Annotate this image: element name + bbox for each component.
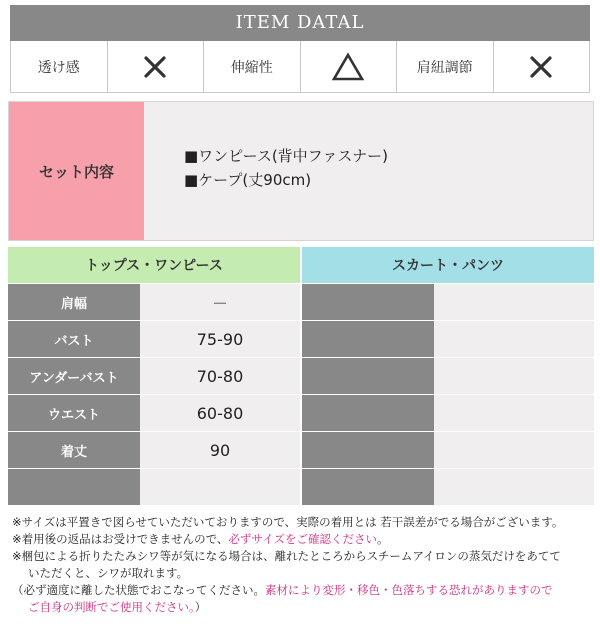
row-label-waist: ウエスト bbox=[8, 395, 140, 431]
row-value-empty bbox=[140, 469, 300, 505]
skirt-row-label bbox=[302, 469, 434, 505]
set-item-cape: ■ケープ(丈90cm) bbox=[184, 171, 312, 189]
size-notes bbox=[12, 514, 597, 616]
table-row bbox=[8, 432, 594, 468]
size-table bbox=[8, 247, 594, 505]
triangle-icon bbox=[301, 41, 398, 92]
skirt-pants-header: スカート・パンツ bbox=[302, 247, 594, 283]
table-row bbox=[8, 395, 594, 431]
skirt-row-value bbox=[434, 395, 594, 431]
note-line: ※梱包による折りたたみシワ等が気になる場合は、離れたところからスチームアイロンの蒸気だけをあてて bbox=[12, 549, 561, 563]
attribute-label-strap-adjust: 肩紐調節 bbox=[397, 41, 494, 92]
row-label-shoulder: 肩幅 bbox=[8, 284, 140, 320]
skirt-row-label bbox=[302, 321, 434, 357]
item-detail-header bbox=[10, 5, 590, 41]
row-label-empty bbox=[8, 469, 140, 505]
skirt-row-label bbox=[302, 358, 434, 394]
skirt-row-value bbox=[434, 358, 594, 394]
note-text: 。 bbox=[377, 532, 389, 546]
skirt-row-value bbox=[434, 469, 594, 505]
item-detail-title: ITEM DATAL bbox=[235, 12, 365, 33]
skirt-row-label bbox=[302, 432, 434, 468]
note-line bbox=[12, 599, 597, 616]
row-label-underbust: アンダーバスト bbox=[8, 358, 140, 394]
skirt-row-label bbox=[302, 284, 434, 320]
note-line: ※サイズは平置きで図らせていただいておりますので、実際の着用とは 若干誤差がでる場合がございます。 bbox=[12, 515, 564, 529]
row-value-bust: 75-90 bbox=[140, 321, 300, 357]
table-row bbox=[8, 284, 594, 320]
row-label-length: 着丈 bbox=[8, 432, 140, 468]
note-highlight: 素材により変形・移色・色落ちする恐れがありますので bbox=[265, 583, 553, 597]
note-highlight: 必ずサイズをご確認ください bbox=[228, 532, 377, 546]
row-value-shoulder: － bbox=[140, 284, 300, 320]
note-text: ※着用後の返品はお受けできませんので、 bbox=[12, 532, 229, 546]
note-text: （必ず適度に離した状態でおこなってください。 bbox=[12, 583, 265, 597]
skirt-row-label bbox=[302, 395, 434, 431]
set-item-dress: ■ワンピース(背中ファスナー) bbox=[184, 147, 388, 165]
size-table-header bbox=[8, 247, 594, 283]
set-contents-list bbox=[144, 102, 593, 240]
note-text: ） bbox=[194, 600, 207, 614]
table-row bbox=[8, 321, 594, 357]
row-value-waist: 60-80 bbox=[140, 395, 300, 431]
note-highlight: ご自身の判断でご使用ください。 bbox=[28, 600, 195, 614]
attribute-label-stretch: 伸縮性 bbox=[204, 41, 301, 92]
skirt-row-value bbox=[434, 432, 594, 468]
skirt-row-value bbox=[434, 284, 594, 320]
set-contents-label: セット内容 bbox=[9, 102, 144, 240]
cross-icon bbox=[494, 41, 590, 92]
note-line bbox=[12, 582, 597, 599]
attribute-row bbox=[10, 41, 590, 93]
row-label-bust: バスト bbox=[8, 321, 140, 357]
tops-dress-header: トップス・ワンピース bbox=[8, 247, 300, 283]
skirt-row-value bbox=[434, 321, 594, 357]
row-value-length: 90 bbox=[140, 432, 300, 468]
attribute-label-transparency: 透け感 bbox=[11, 41, 108, 92]
note-line: いただくと、シワが取れます。 bbox=[28, 566, 189, 580]
note-line bbox=[12, 531, 597, 548]
row-value-underbust: 70-80 bbox=[140, 358, 300, 394]
table-row bbox=[8, 358, 594, 394]
set-contents-box bbox=[8, 101, 594, 241]
table-row bbox=[8, 469, 594, 505]
cross-icon bbox=[108, 41, 205, 92]
